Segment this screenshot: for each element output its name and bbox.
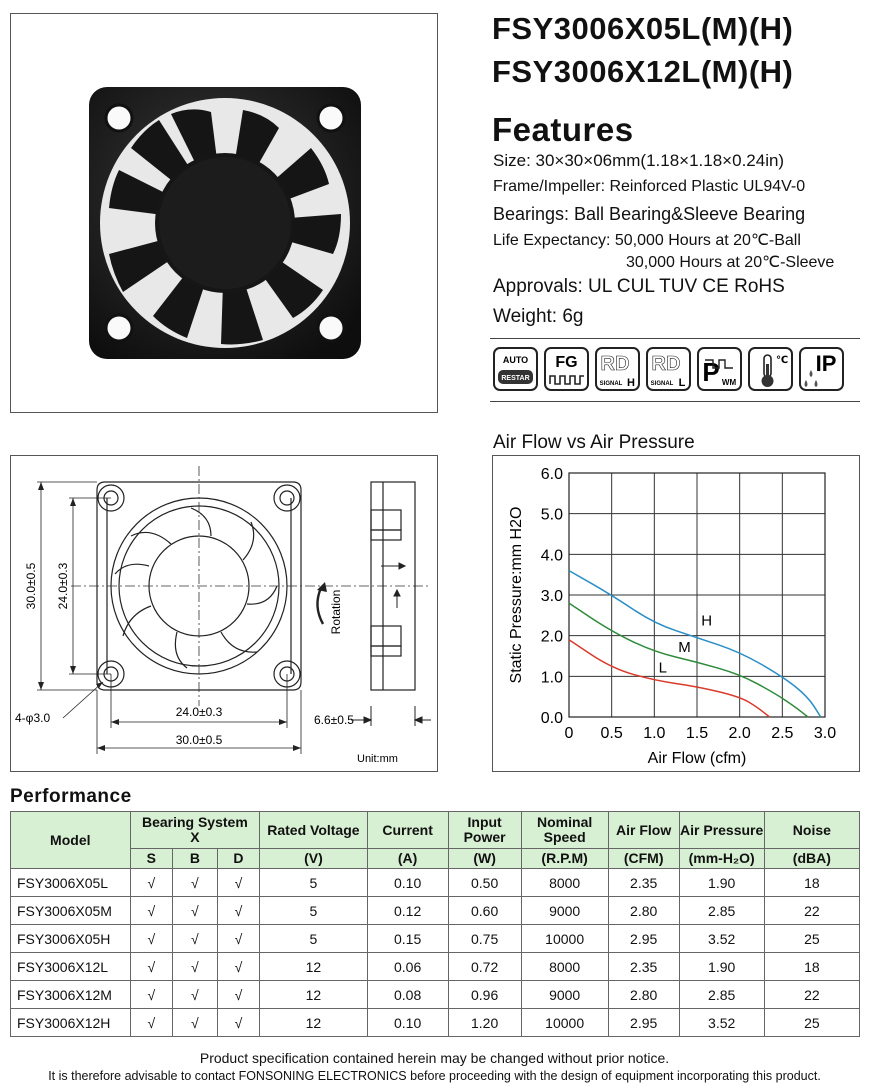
cell-b: √ (173, 869, 218, 897)
cell-d: √ (217, 981, 260, 1009)
pwm-icon (698, 348, 741, 390)
cell-mmh2o: 1.90 (679, 953, 764, 981)
svg-text:SIGNAL: SIGNAL (650, 381, 674, 387)
header-pressure-unit: (mm-H₂O) (679, 849, 764, 869)
header-flow: Air Flow (608, 812, 679, 849)
model-title-05: FSY3006X05L(M)(H) (492, 11, 794, 46)
cell-model: FSY3006X05M (11, 897, 131, 925)
cell-a: 0.06 (367, 953, 448, 981)
cell-dba: 25 (764, 925, 859, 953)
feature-weight: Weight: 6g (493, 306, 584, 327)
y-axis-label: Static Pressure:mm H2O (508, 506, 525, 684)
airflow-pressure-chart (493, 456, 859, 771)
cell-s: √ (130, 869, 173, 897)
dim-thickness: 6.6±0.5 (314, 713, 354, 727)
fg-signal-icon (545, 348, 588, 390)
svg-text:AUTO: AUTO (502, 355, 529, 365)
cell-cfm: 2.35 (608, 869, 679, 897)
cell-w: 1.20 (448, 1009, 521, 1037)
cell-v: 5 (260, 869, 367, 897)
svg-text:L: L (678, 377, 686, 389)
cell-a: 0.08 (367, 981, 448, 1009)
performance-table (10, 811, 860, 1037)
svg-text:RESTAR: RESTAR (501, 375, 530, 382)
cell-b: √ (173, 897, 218, 925)
cell-dba: 22 (764, 981, 859, 1009)
cell-d: √ (217, 897, 260, 925)
dim-height-inner: 24.0±0.3 (56, 562, 70, 610)
cell-cfm: 2.35 (608, 953, 679, 981)
product-photo-frame (10, 13, 438, 413)
performance-heading: Performance (10, 786, 132, 807)
x-tick-label: 0 (564, 725, 574, 742)
y-tick-label: 3.0 (540, 588, 563, 605)
cell-a: 0.15 (367, 925, 448, 953)
rotation-label: Rotation (329, 589, 343, 635)
footer-notice: Product specification contained herein may be changed without prior notice. (199, 1050, 670, 1066)
cell-b: √ (173, 981, 218, 1009)
y-tick-label: 6.0 (540, 466, 563, 483)
cell-dba: 25 (764, 1009, 859, 1037)
header-s: S (130, 849, 173, 869)
cell-s: √ (130, 897, 173, 925)
cell-model: FSY3006X12M (11, 981, 131, 1009)
y-tick-label: 4.0 (540, 547, 563, 565)
svg-text:℃: ℃ (775, 355, 789, 366)
dim-height-outer: 30.0±0.5 (24, 562, 38, 610)
header-speed: Nominal Speed (521, 812, 608, 849)
table-row (11, 869, 860, 897)
cell-v: 5 (260, 925, 367, 953)
cell-w: 0.96 (448, 981, 521, 1009)
feature-approvals: Approvals: UL CUL TUV CE RoHS (493, 276, 785, 297)
cell-model: FSY3006X05L (11, 869, 131, 897)
feature-life-1: Life Expectancy: 50,000 Hours at 20℃-Ball (493, 232, 801, 249)
auto-restart-icon (494, 348, 537, 390)
features-divider-bottom (490, 401, 860, 402)
series-line-m (569, 603, 808, 717)
cell-d: √ (217, 953, 260, 981)
feature-frame: Frame/Impeller: Reinforced Plastic UL94V-0 (493, 178, 806, 195)
x-tick-label: 3.0 (813, 725, 837, 742)
cell-d: √ (217, 869, 260, 897)
y-tick-label: 1.0 (540, 669, 563, 687)
ip-icon (800, 348, 843, 390)
feature-icon-row (493, 346, 853, 392)
model-title-12: FSY3006X12L(M)(H) (492, 54, 794, 89)
cell-w: 0.75 (448, 925, 521, 953)
series-line-h (569, 571, 821, 717)
cell-b: √ (173, 953, 218, 981)
cell-mmh2o: 2.85 (679, 897, 764, 925)
series-label-l: L (658, 659, 667, 677)
x-tick-label: 1.0 (643, 725, 666, 742)
cell-w: 0.60 (448, 897, 521, 925)
cell-v: 12 (260, 953, 367, 981)
svg-text:FG: FG (555, 354, 578, 371)
svg-text:SIGNAL: SIGNAL (599, 381, 623, 387)
x-tick-label: 2.5 (771, 725, 794, 742)
cell-model: FSY3006X12L (11, 953, 131, 981)
cell-rpm: 10000 (521, 1009, 608, 1037)
cell-s: √ (130, 1009, 173, 1037)
cell-cfm: 2.80 (608, 981, 679, 1009)
cell-a: 0.10 (367, 1009, 448, 1037)
header-current-unit: (A) (367, 849, 448, 869)
cell-a: 0.12 (367, 897, 448, 925)
header-voltage-unit: (V) (260, 849, 367, 869)
features-heading: Features (492, 111, 634, 148)
dimension-drawing-frame (10, 455, 438, 772)
dimension-drawing (11, 456, 437, 771)
cell-w: 0.72 (448, 953, 521, 981)
series-label-m: M (678, 638, 691, 656)
y-tick-label: 0.0 (540, 710, 563, 727)
cell-v: 12 (260, 1009, 367, 1037)
x-tick-label: 1.5 (685, 725, 709, 742)
cell-dba: 18 (764, 869, 859, 897)
feature-bearings: Bearings: Ball Bearing&Sleeve Bearing (493, 204, 806, 224)
svg-text:IP: IP (815, 351, 837, 376)
header-bearing: Bearing System X (130, 812, 260, 849)
cell-d: √ (217, 1009, 260, 1037)
rd-signal-l-icon (647, 348, 690, 390)
header-model: Model (11, 812, 131, 869)
x-tick-label: 0.5 (600, 725, 623, 742)
header-flow-unit: (CFM) (608, 849, 679, 869)
cell-a: 0.10 (367, 869, 448, 897)
feature-life-2: 30,000 Hours at 20℃-Sleeve (626, 254, 835, 271)
header-pressure: Air Pressure (679, 812, 764, 849)
table-row (11, 897, 860, 925)
cell-rpm: 8000 (521, 953, 608, 981)
chart-title: Air Flow vs Air Pressure (493, 432, 695, 453)
series-label-h: H (701, 612, 713, 630)
dim-width-outer: 30.0±0.5 (175, 733, 223, 747)
cell-mmh2o: 1.90 (679, 869, 764, 897)
fan-photo (11, 14, 437, 412)
cell-model: FSY3006X05H (11, 925, 131, 953)
footer-advice: It is therefore advisable to contact FONSONING ELECTRONICS before proceeding with the design of equipment incorporating this product. (48, 1069, 821, 1083)
rd-signal-h-icon (596, 348, 639, 390)
svg-text:RD: RD (600, 353, 630, 375)
header-current: Current (367, 812, 448, 849)
cell-d: √ (217, 925, 260, 953)
cell-model: FSY3006X12H (11, 1009, 131, 1037)
cell-cfm: 2.95 (608, 925, 679, 953)
y-tick-label: 2.0 (540, 628, 563, 646)
cell-s: √ (130, 925, 173, 953)
cell-b: √ (173, 1009, 218, 1037)
unit-label: Unit:mm (357, 753, 398, 765)
cell-rpm: 8000 (521, 869, 608, 897)
header-d: D (217, 849, 260, 869)
cell-b: √ (173, 925, 218, 953)
table-row (11, 1009, 860, 1037)
header-b: B (173, 849, 218, 869)
svg-text:WM: WM (721, 378, 737, 387)
header-power-unit: (W) (448, 849, 521, 869)
cell-dba: 22 (764, 897, 859, 925)
cell-s: √ (130, 981, 173, 1009)
dim-holes: 4-φ3.0 (15, 711, 51, 725)
cell-v: 12 (260, 981, 367, 1009)
table-row (11, 925, 860, 953)
cell-dba: 18 (764, 953, 859, 981)
svg-text:P: P (702, 357, 720, 387)
cell-w: 0.50 (448, 869, 521, 897)
table-row (11, 981, 860, 1009)
header-noise-unit: (dBA) (764, 849, 859, 869)
temperature-icon (749, 348, 792, 390)
x-tick-label: 2.0 (728, 725, 751, 742)
cell-v: 5 (260, 897, 367, 925)
cell-rpm: 9000 (521, 897, 608, 925)
cell-rpm: 10000 (521, 925, 608, 953)
chart-frame (492, 455, 860, 772)
cell-cfm: 2.95 (608, 1009, 679, 1037)
svg-text:RD: RD (651, 353, 681, 375)
x-axis-label: Air Flow (cfm) (647, 750, 747, 767)
header-noise: Noise (764, 812, 859, 849)
cell-cfm: 2.80 (608, 897, 679, 925)
dim-width-inner: 24.0±0.3 (175, 705, 223, 719)
header-power: Input Power (448, 812, 521, 849)
feature-size: Size: 30×30×06mm(1.18×1.18×0.24in) (493, 151, 785, 170)
cell-mmh2o: 2.85 (679, 981, 764, 1009)
y-tick-label: 5.0 (540, 506, 563, 524)
cell-mmh2o: 3.52 (679, 925, 764, 953)
header-speed-unit: (R.P.M) (521, 849, 608, 869)
features-divider-top (490, 338, 860, 339)
cell-rpm: 9000 (521, 981, 608, 1009)
table-row (11, 953, 860, 981)
header-voltage: Rated Voltage (260, 812, 367, 849)
cell-s: √ (130, 953, 173, 981)
cell-mmh2o: 3.52 (679, 1009, 764, 1037)
svg-text:H: H (627, 377, 635, 389)
